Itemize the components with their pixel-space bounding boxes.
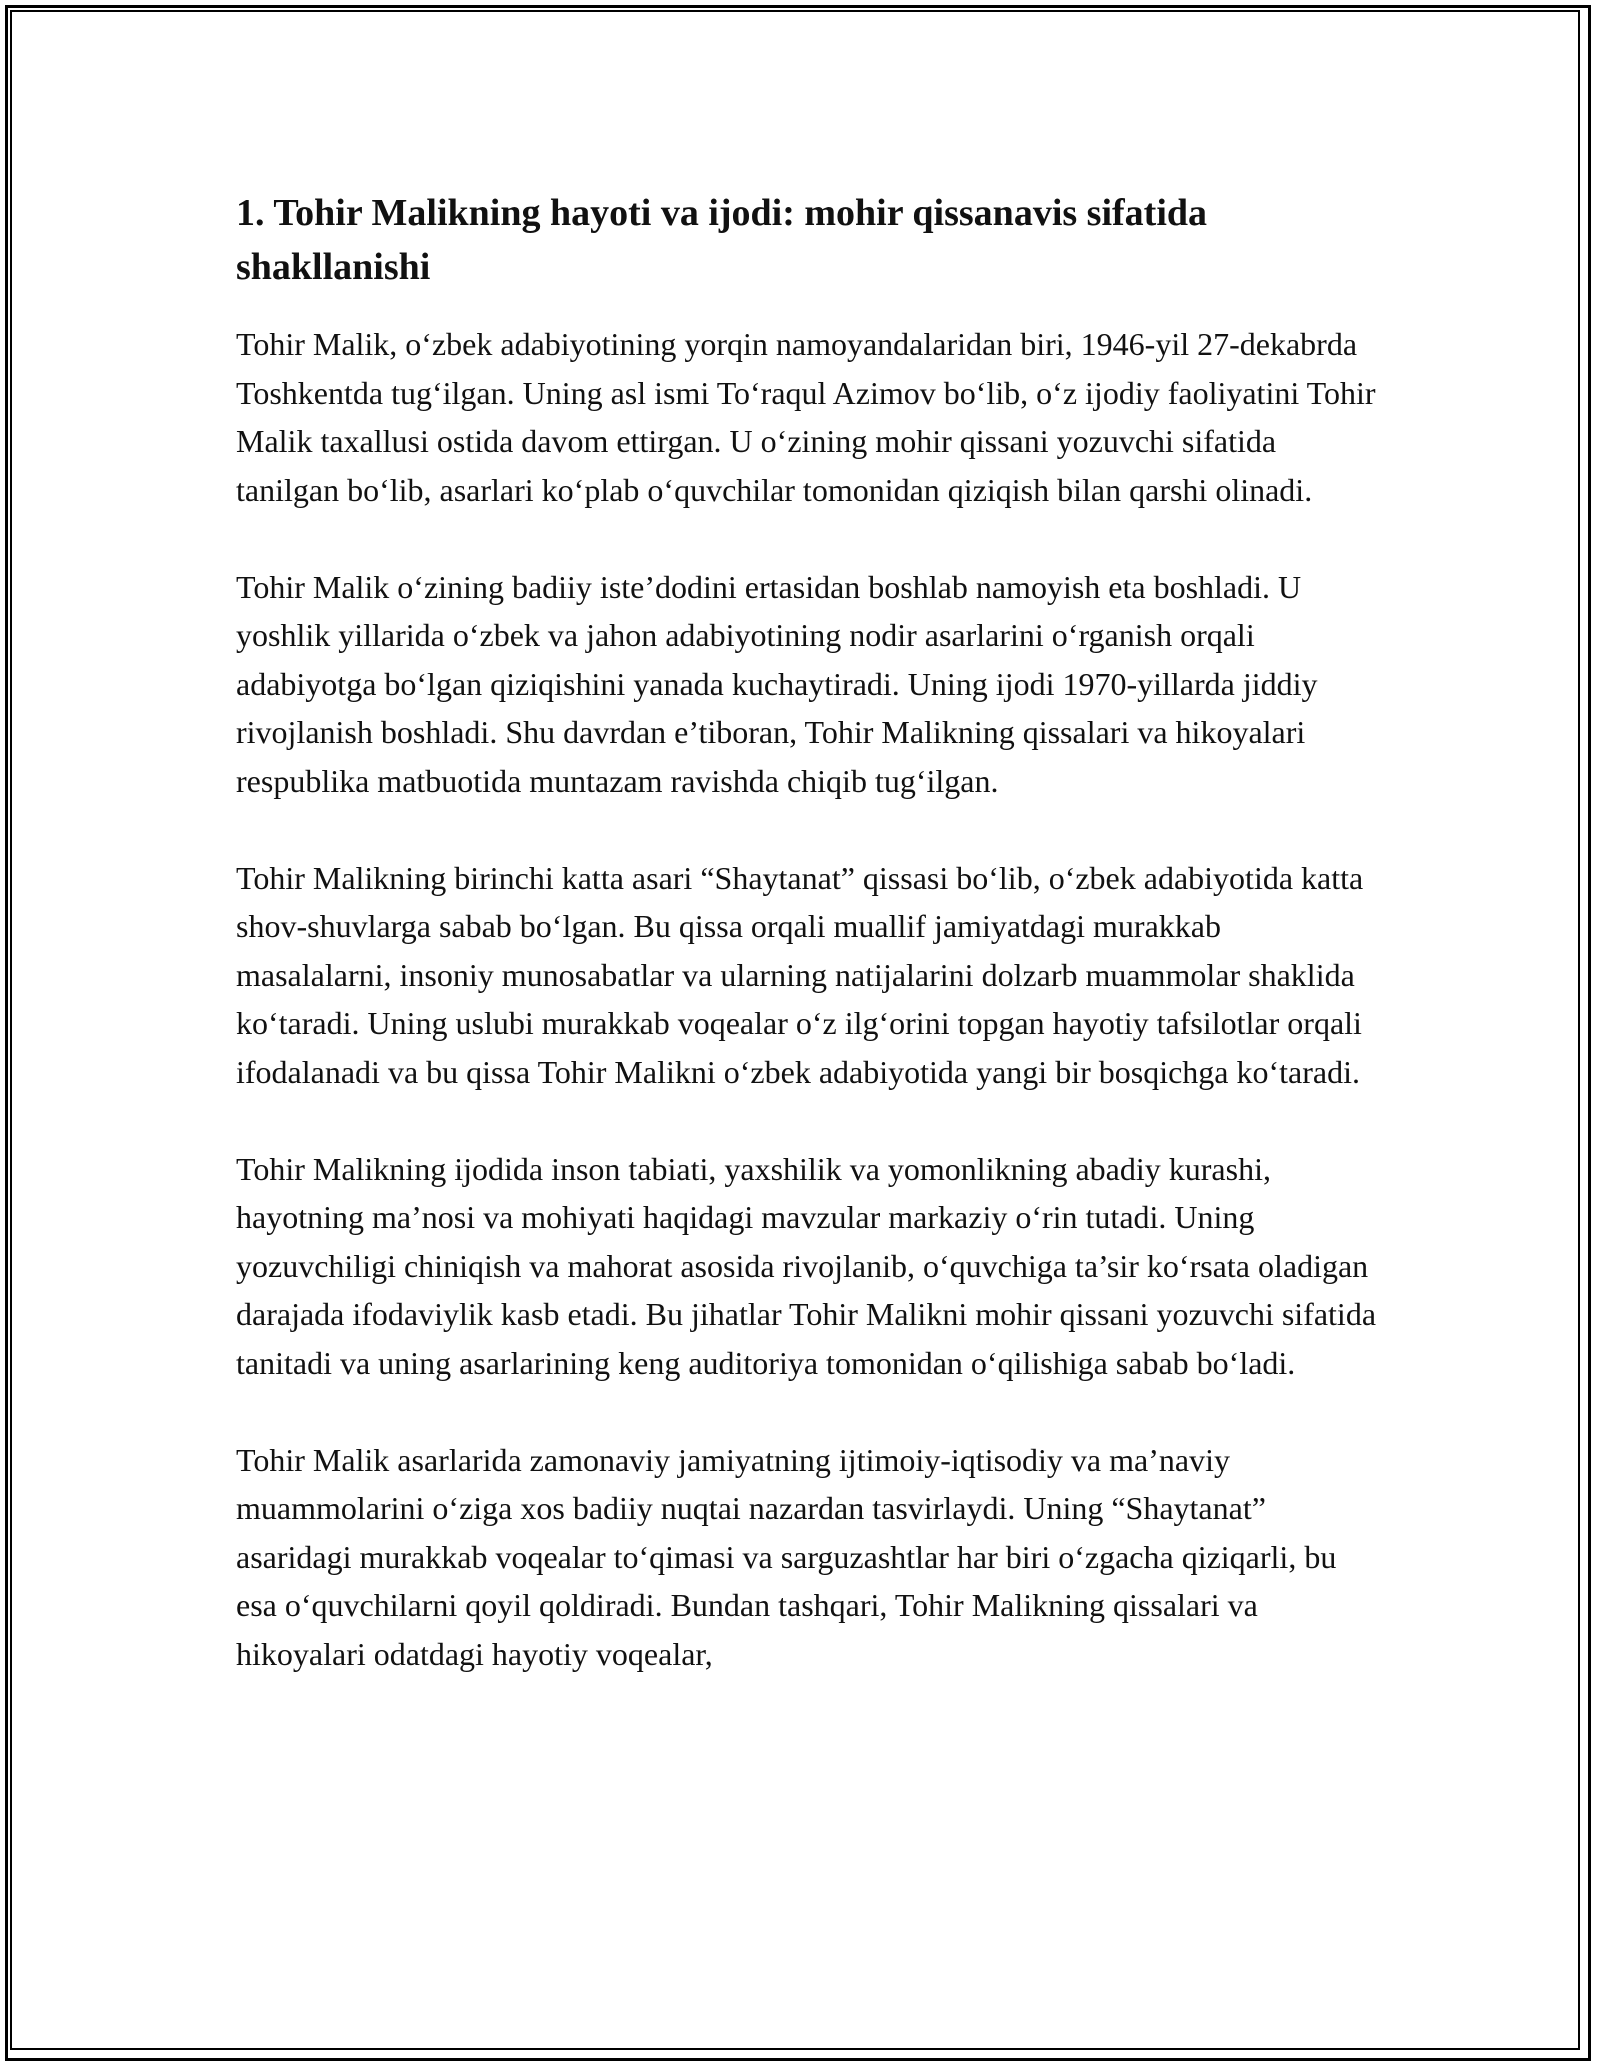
section-heading: 1. Tohir Malikning hayoti va ijodi: mohir qissanavis sifatida shakllanishi — [236, 192, 1208, 288]
paragraph-3: Tohir Malikning birinchi katta asari “Shaytanat” qissasi bo‘lib, o‘zbek adabiyotida katta shov-shuvlarga sabab bo‘lgan. Bu qissa orqali muallif jamiyatdagi murakkab masalalarni, insoniy munosabatlar va ularning natijalarini dolzarb muammolar shaklida ko‘taradi. Uning uslubi murakkab voqealar o‘z ilg‘orini topgan hayotiy tafsilotlar orqali ifodalanadi va bu qissa Tohir Malikni o‘zbek adabiyotida yangi bir bosqichga ko‘taradi. — [236, 859, 1364, 1090]
paragraph-1: Tohir Malik, o‘zbek adabiyotining yorqin namoyandalaridan biri, 1946-yil 27-dekabrda Toshkentda tug‘ilgan. Uning asl ismi To‘raqul Azimov bo‘lib, o‘z ijodiy faoliyatini Tohir Malik taxallusi ostida davom ettirgan. U o‘zining mohir qissani yozuvchi sifatida tanilgan bo‘lib, asarlari ko‘plab o‘quvchilar tomonidan qiziqish bilan qarshi olinadi. — [236, 326, 1376, 508]
paragraph-2: Tohir Malik o‘zining badiiy iste’dodini ertasidan boshlab namoyish eta boshladi. U yoshlik yillarida o‘zbek va jahon adabiyotining nodir asarlarini o‘rganish orqali adabiyotga bo‘lgan qiziqishini yanada kuchaytiradi. Uning ijodi 1970-yillarda jiddiy rivojlanish boshladi. Shu davrdan e’tiboran, Tohir Malikning qissalari va hikoyalari respublika matbuotida muntazam ravishda chiqib tug‘ilgan. — [236, 568, 1318, 799]
paragraph-4: Tohir Malikning ijodida inson tabiati, yaxshilik va yomonlikning abadiy kurashi, hayotning ma’nosi va mohiyati haqidagi mavzular markaziy o‘rin tutadi. Uning yozuvchiligi chiniqish va mahorat asosida rivojlanib, o‘quvchiga ta’sir ko‘rsata oladigan darajada ifodaviylik kasb etadi. Bu jihatlar Tohir Malikni mohir qissani yozuvchi sifatida tanitadi va uning asarlarining keng auditoriya tomonidan o‘qilishiga sabab bo‘ladi. — [236, 1150, 1377, 1381]
document-body — [236, 186, 1376, 1727]
paragraph-5: Tohir Malik asarlarida zamonaviy jamiyatning ijtimoiy-iqtisodiy va ma’naviy muammolarini o‘ziga xos badiiy nuqtai nazardan tasvirlaydi. Uning “Shaytanat” asaridagi murakkab voqealar to‘qimasi va sarguzashtlar har biri o‘zgacha qiziqarli, bu esa o‘quvchilarni qoyil qoldiradi. Bundan tashqari, Tohir Malikning qissalari va hikoyalari odatdagi hayotiy voqealar, — [236, 1441, 1337, 1672]
